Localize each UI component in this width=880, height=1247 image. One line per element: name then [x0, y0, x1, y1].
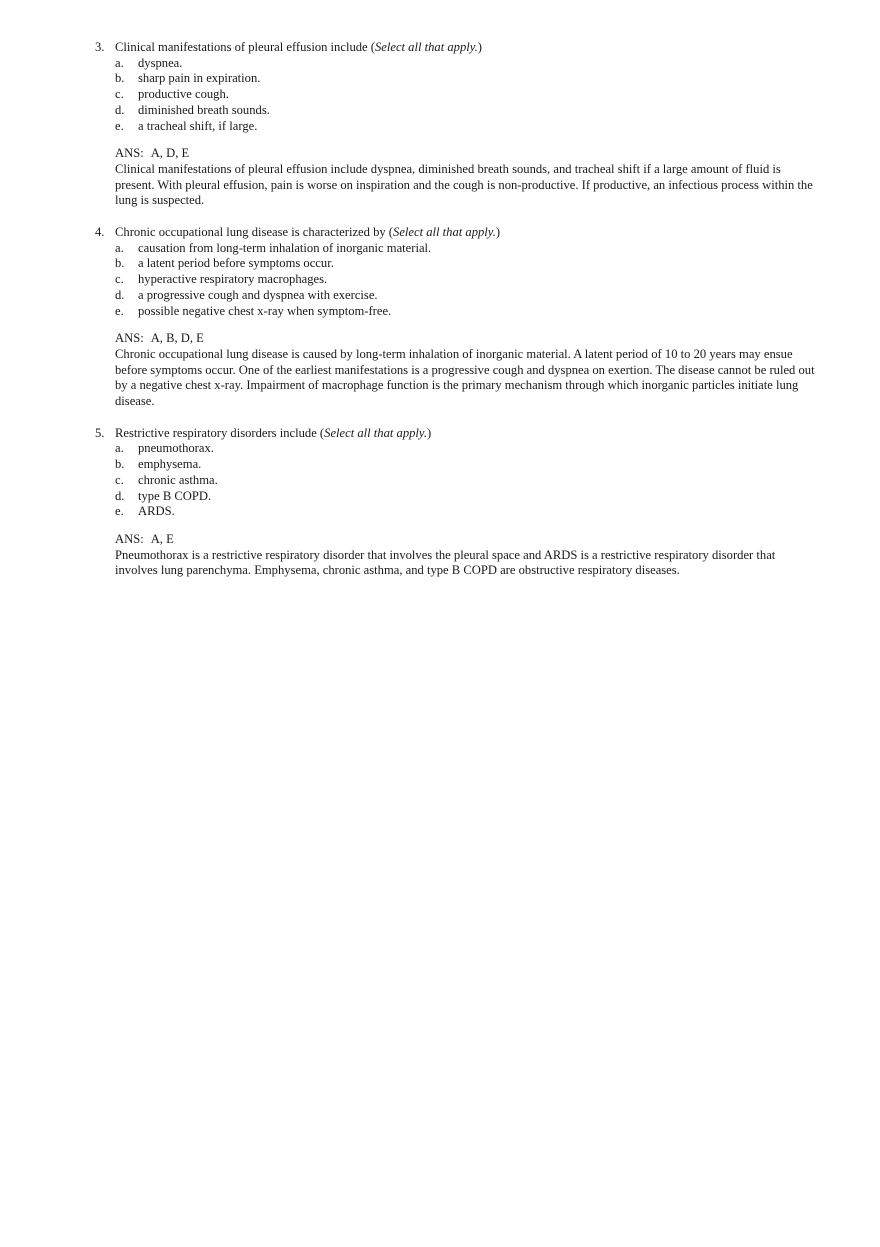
- option-letter: c.: [115, 272, 124, 287]
- option-b: [0, 256, 880, 272]
- answer-line: [115, 532, 820, 548]
- select-all-instruction: Select all that apply.: [393, 225, 496, 240]
- answer-line: [115, 146, 820, 162]
- option-c: [0, 272, 880, 288]
- answer-letters: A, B, D, E: [150, 331, 204, 346]
- option-text: emphysema.: [138, 457, 202, 472]
- option-letter: a.: [115, 441, 124, 456]
- question-4: [0, 225, 880, 410]
- option-text: type B COPD.: [138, 488, 212, 503]
- answer-label: ANS:: [115, 331, 144, 346]
- rationale-text: Clinical manifestations of pleural effusion include dyspnea, diminished breath sounds, and tracheal shift if a large amount of fluid is present. With pleural effusion, pain is worse on inspiration and the cough is non-productive. If productive, an infectious process within the lung is suspected.: [115, 161, 813, 208]
- option-letter: d.: [115, 102, 125, 117]
- option-a: [0, 241, 880, 257]
- option-letter: d.: [115, 287, 125, 302]
- question-text: Clinical manifestations of pleural effusion include (: [115, 40, 375, 54]
- answer-block: [0, 532, 880, 579]
- answer-block: [0, 331, 880, 410]
- option-text: productive cough.: [138, 87, 229, 102]
- question-stem: [0, 426, 880, 442]
- option-a: [0, 441, 880, 457]
- question-text-close: ): [426, 425, 432, 440]
- option-list: [0, 56, 880, 135]
- option-c: [0, 87, 880, 103]
- option-text: ARDS.: [138, 504, 175, 519]
- answer-block: [0, 146, 880, 209]
- option-d: [0, 489, 880, 505]
- option-text: possible negative chest x-ray when symptom-free.: [138, 303, 392, 318]
- question-text-close: ): [477, 40, 482, 54]
- option-d: [0, 288, 880, 304]
- option-text: hyperactive respiratory macrophages.: [138, 272, 328, 287]
- option-d: [0, 103, 880, 119]
- option-letter: b.: [115, 256, 125, 271]
- option-text: pneumothorax.: [138, 441, 214, 456]
- option-b: [0, 457, 880, 473]
- option-b: [0, 71, 880, 87]
- option-letter: e.: [115, 504, 124, 519]
- select-all-instruction: Select all that apply.: [374, 40, 478, 54]
- option-letter: b.: [115, 71, 125, 86]
- select-all-instruction: Select all that apply.: [324, 425, 427, 440]
- option-text: dyspnea.: [138, 55, 183, 70]
- answer-letters: A, D, E: [150, 146, 190, 161]
- option-e: [0, 504, 880, 520]
- option-letter: e.: [115, 118, 124, 133]
- option-letter: c.: [115, 472, 124, 487]
- option-letter: e.: [115, 303, 124, 318]
- question-3: [0, 40, 880, 209]
- option-text: a progressive cough and dyspnea with exercise.: [138, 287, 378, 302]
- option-letter: a.: [115, 240, 124, 255]
- question-stem: [0, 225, 880, 241]
- option-letter: c.: [115, 87, 124, 102]
- rationale-text: Pneumothorax is a restrictive respiratory disorder that involves the pleural space and ARDS is a restrictive respiratory disorder that involves lung parenchyma. Emphysema, chronic asthma, and type B COPD are obstructive respiratory diseases.: [115, 547, 776, 578]
- answer-line: [115, 331, 820, 347]
- option-c: [0, 473, 880, 489]
- option-text: chronic asthma.: [138, 472, 218, 487]
- question-5: [0, 426, 880, 579]
- question-text: Restrictive respiratory disorders include (: [115, 425, 325, 440]
- question-number: 3.: [95, 40, 105, 54]
- document-page: [0, 40, 880, 595]
- answer-label: ANS:: [115, 146, 144, 161]
- option-letter: d.: [115, 488, 125, 503]
- option-list: [0, 241, 880, 320]
- rationale-text: Chronic occupational lung disease is caused by long-term inhalation of inorganic material. A latent period of 10 to 20 years may ensue before symptoms occur. One of the earliest manifestations is a progressive cough and dyspnea on exertion. The disease cannot be ruled out by a negative chest x-ray. Impairment of macrophage function is the primary mechanism through which inorganic particles initiate lung disease.: [115, 346, 815, 409]
- answer-label: ANS:: [115, 531, 144, 546]
- option-text: a latent period before symptoms occur.: [138, 256, 334, 271]
- question-text-close: ): [495, 225, 501, 240]
- option-e: [0, 304, 880, 320]
- question-text: Chronic occupational lung disease is characterized by (: [115, 225, 394, 240]
- option-e: [0, 119, 880, 135]
- question-stem: [0, 40, 880, 56]
- answer-letters: A, E: [150, 531, 174, 546]
- question-number: 4.: [95, 225, 105, 240]
- option-text: causation from long-term inhalation of inorganic material.: [138, 240, 432, 255]
- option-text: sharp pain in expiration.: [138, 71, 261, 86]
- option-a: [0, 56, 880, 72]
- question-number: 5.: [95, 425, 105, 440]
- option-letter: a.: [115, 55, 124, 70]
- option-list: [0, 441, 880, 520]
- option-text: diminished breath sounds.: [138, 102, 270, 117]
- option-letter: b.: [115, 457, 125, 472]
- option-text: a tracheal shift, if large.: [138, 118, 258, 133]
